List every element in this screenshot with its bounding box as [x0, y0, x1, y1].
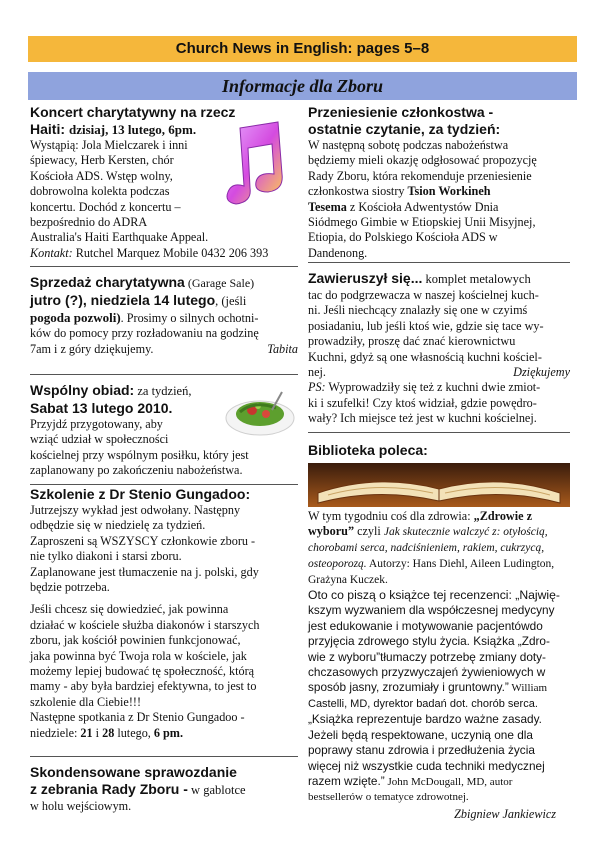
concert-section: [30, 104, 298, 261]
report-title: Skondensowane sprawozdanie: [30, 764, 237, 780]
thanks-signature: Dziękujemy: [513, 365, 570, 380]
divider: [30, 484, 298, 485]
member-name: Tsion Workineh: [407, 184, 491, 199]
concert-details: Wystąpią: Jola Mielczarek i inni śpiewacy, Herb Kersten, chór Kościoła ADS. Wstęp wolny, dobrowolna kolekta podczas koncertu. Dochód z koncertu – bezpośrednio do ADRA Australia's Haiti Earthquake Appeal. Kontakt: Rutchel Marquez Mobile 0432 206 393: [30, 138, 298, 261]
training-title: Szkolenie z Dr Stenio Gungadoo:: [30, 486, 251, 502]
training-paragraph-2: Jeśli chcesz się dowiedzieć, jak powinna działać w kościele służba diakonów i starszych zboru, jak kościół powinien funkcjonować, jaka powinna być Twoja rola w kościele, jak możemy lepiej budować tę społeczność, którą mamy - aby była bardziej efektywna, to jest to szkolenie dla Ciebie!!! Następne spotkania z Dr Stenio Gungadoo - niedziele: 21 i 28 lutego, 6 pm.: [30, 602, 260, 740]
training-section: [30, 486, 298, 741]
divider: [30, 756, 298, 757]
lunch-date: Sabat 13 lutego 2010.: [30, 400, 173, 416]
training-paragraph-1: Jutrzejszy wykład jest odwołany. Następny odbędzie się w niedzielę za tydzień. Zaproszeni są WSZYSCY członkowie zboru - nie tylko diakoni i starsi zboru. Zaplanowane jest tłumaczenie na j. polski, gdy będzie potrzeba.: [30, 503, 259, 595]
lost-section: Zawieruszył się... komplet metalowych tac do podgrzewacza w naszej kościelnej kuch- ni. Jeśli niechcący znalazły się one w czyimś posiadaniu, lub jeśli ktoś wie, gdzie się tace wy- prowadziły, proszę dać znać kierownictwu Kuchni, gdyż są one własnością kuchni kościel- nej. Dziękujemy PS: Wyprowadziły się też z kuchni dwie zmiot- ki i szufelki! Czy ktoś widział, gdzie powędro- wały? Ich miejsce też jest w kuchni kościelnej.: [308, 270, 570, 427]
review-quote-1: Oto co piszą o książce tej recenzenci: „Najwię- kszym wyzwaniem dla współczesnej medycyny jest edukowanie i motywowanie pacjentówdo przyjęcia zdrowego stylu życia. Książka „Zdro- wie z wyboru”tłumaczy potrzebę zmiany doty- chczasowych przyzwyczajeń żywieniowych w sposób jasny, zrozumiały i gruntowny.” William Castelli, MD, dyrektor badań dot. chorób serca.: [308, 588, 560, 710]
divider: [30, 374, 298, 375]
concert-title: Koncert charytatywny na rzecz: [30, 104, 236, 120]
book-title: „Zdrowie z: [473, 509, 532, 523]
divider: [30, 266, 298, 267]
news-banner: Church News in English: pages 5–8: [28, 36, 577, 62]
library-signature: Zbigniew Jankiewicz: [454, 806, 556, 821]
music-note-icon: [226, 120, 296, 205]
signature-tabita: Tabita: [267, 341, 298, 356]
lunch-section: Wspólny obiad: za tydzień, Sabat 13 lutego 2010. Przyjdź przygotowany, aby wziąć udział w społeczności kościelnej przy wspólnym posiłku, który jest zaplanowany po zakończeniu nabożeństwa.: [30, 382, 298, 479]
lost-title: Zawieruszył się...: [308, 270, 423, 286]
membership-section: Przeniesienie członkostwa - ostatnie czytanie, za tydzień: W następną sobotę podczas nabożeństwa będziemy mieli okazję odgłosować propozycję Rady Zboru, która rekomenduje przeniesienie członkostwa siostry Tsion Workineh Tesema z Kościoła Adwentystów Dnia Siódmego Gimbie w Etiopskiej Unii Misyjnej, Etiopia, do Polskiego Kościoła ADS w Dandenong.: [308, 104, 570, 261]
divider: [308, 432, 570, 433]
concert-title-haiti: Haiti:: [30, 121, 65, 137]
report-section: Skondensowane sprawozdanie z zebrania Rady Zboru - w gablotce w holu wejściowym.: [30, 764, 298, 814]
salad-image: [224, 384, 296, 438]
lunch-title: Wspólny obiad:: [30, 382, 135, 398]
sale-section: Sprzedaż charytatywna (Garage Sale) jutro (?), niedziela 14 lutego, (jeśli pogoda pozwoli). Prosimy o silnych ochotni- ków do pomocy przy rozładowaniu na godzinę 7am i z góry dziękujemy. Tabita: [30, 274, 298, 357]
library-section: Biblioteka poleca: W tym tygodniu coś dla zdrowia: „Zdrowie z wyboru” czyli Jak skutecznie walczyć z: otyłością, chorobami serca, nadciśnieniem, rakiem, cukrzycą, osteoporozą. Autorzy: Hans Diehl, Aileen Ludington, Grażyna Kuczek. Oto co piszą o książce tej recenzenci: „Najwię- kszym wyzwaniem dla współczesnej medycyny jest edukowanie i motywowanie pacjentówdo przyjęcia zdrowego stylu życia. Książka „Zdro- wie z wyboru”tłumaczy potrzebę zmiany doty- chczasowych przyzwyczajeń żywieniowych w sposób jasny, zrozumiały i gruntowny.” William Castelli, MD, dyrektor badań dot. chorób serca. „Książka reprezentuje bardzo ważne zasady. Jeżeli będą respektowane, uczynią one dla poprawy stanu zdrowia i przedłużenia życia więcej niż wszystkie cuda techniki medycznej razem wzięte.” John McDougall, MD, autor bestsellerów o tematyce zdrowotnej. Zbigniew Jankiewicz: [308, 442, 570, 822]
divider: [308, 262, 570, 263]
open-book-image: [308, 463, 570, 507]
library-title: Biblioteka poleca:: [308, 442, 428, 458]
membership-title: Przeniesienie członkostwa -: [308, 104, 494, 120]
sale-title: Sprzedaż charytatywna: [30, 274, 185, 290]
concert-contact: Kontakt: Rutchel Marquez Mobile 0432 206 393: [30, 245, 269, 260]
concert-date: dzisiaj, 13 lutego, 6pm.: [69, 122, 197, 137]
section-banner: Informacje dla Zboru: [28, 72, 577, 100]
review-quote-2: „Książka reprezentuje bardzo ważne zasady. Jeżeli będą respektowane, uczynią one dla poprawy stanu zdrowia i przedłużenia życia więcej niż wszystkie cuda techniki medycznej razem wzięte.” John McDougall, MD, autor bestsellerów o tematyce zdrowotnej.: [308, 712, 545, 804]
